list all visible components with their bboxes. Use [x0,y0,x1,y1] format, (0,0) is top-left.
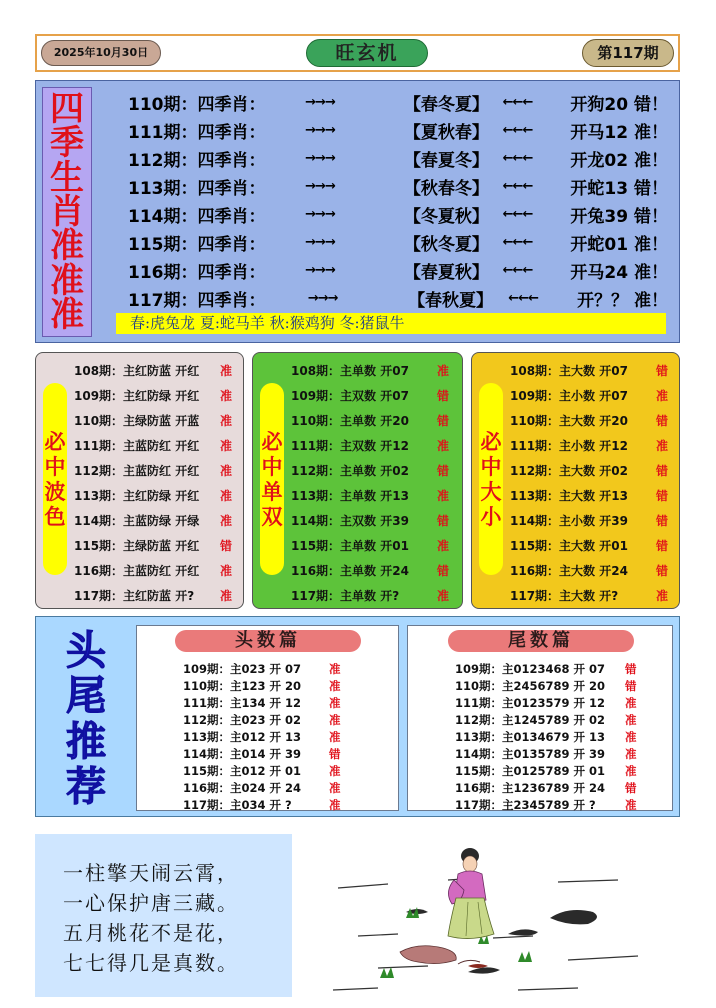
prediction-text: 114期：主小数 开39 [510,514,628,528]
season-row [128,88,668,116]
prediction-text: 113期：主0134679 开 13 [455,729,606,744]
wave-color-title [43,383,67,575]
title-char: 小 [480,504,502,530]
title-char: 生 [50,157,84,198]
season-pick: 【春夏秋】 [403,262,489,283]
prediction-row [510,358,668,383]
prediction-result: 准 [220,589,233,603]
prediction-text: 114期：主双数 开39 [291,514,409,528]
title-char: 单 [261,479,283,504]
season-result: 开马12 准！ [570,122,668,143]
poem-line: 一柱擎天闹云霄， [63,861,239,885]
prediction-result: 错 [625,661,637,676]
prediction-row [291,558,449,583]
prediction-text: 117期：主红防蓝 开? [74,589,195,603]
prediction-row [74,383,232,408]
season-pick: 【夏秋春】 [403,122,489,143]
prediction-text: 112期：主1245789 开 02 [455,712,606,727]
prediction-row [183,728,341,745]
prediction-row [510,408,668,433]
prediction-row [291,383,449,408]
odd-even-list [291,358,449,608]
prediction-row [183,762,341,779]
prediction-text: 117期：主034 开 ? [183,797,292,812]
arrow-in: →→→ [307,290,338,306]
prediction-text: 114期：主0135789 开 39 [455,746,606,761]
prediction-row [183,694,341,711]
prediction-row [455,779,637,796]
title-char: 必 [480,428,502,454]
prediction-row [183,660,341,677]
wave-color-list [74,358,232,608]
prediction-text: 115期：主0125789 开 01 [455,763,606,778]
season-period: 115期：四季肖： [128,234,266,255]
prediction-row [183,677,341,694]
arrow-in: →→→ [305,206,335,222]
prediction-result: 错 [437,564,450,578]
prediction-row [455,677,637,694]
prediction-row [455,796,637,813]
season-pick: 【秋春冬】 [403,178,489,199]
arrow-out: ←←← [502,94,533,110]
title-char: 大 [480,479,502,504]
prediction-result: 错 [437,389,450,403]
prediction-text: 111期：主小数 开12 [510,439,628,453]
arrow-in: →→→ [305,122,335,138]
prediction-result: 准 [329,695,341,710]
prediction-text: 111期：主双数 开12 [291,439,409,453]
poem-line: 一心保护唐三藏。 [63,891,239,915]
prediction-result: 错 [656,364,669,378]
title-char: 四 [50,89,84,130]
four-season-panel [35,80,680,343]
prediction-result: 准 [220,364,233,378]
arrow-in: →→→ [305,178,335,194]
prediction-row [510,508,668,533]
prediction-result: 错 [220,539,233,553]
season-result: 开？？ 准！ [577,290,668,311]
prediction-text: 117期：主大数 开? [510,589,619,603]
arrow-in: →→→ [305,150,335,166]
prediction-row [291,483,449,508]
prediction-row [510,458,668,483]
season-row [128,172,668,200]
prediction-result: 准 [625,695,637,710]
prediction-row [291,508,449,533]
prediction-result: 错 [656,464,669,478]
wave-color-panel [35,352,244,609]
prediction-row [510,558,668,583]
arrow-out: ←←← [502,262,533,278]
prediction-text: 116期：主024 开 24 [183,780,302,795]
prediction-text: 117期：主单数 开? [291,589,400,603]
prediction-row [183,711,341,728]
season-period: 116期：四季肖： [128,262,266,283]
prediction-text: 109期：主023 开 07 [183,661,302,676]
prediction-result: 错 [656,414,669,428]
prediction-result: 准 [329,797,341,812]
season-row [128,144,668,172]
title-char: 肖 [50,191,84,232]
prediction-text: 108期：主单数 开07 [291,364,409,378]
prediction-result: 错 [656,539,669,553]
title-char: 荐 [66,762,106,810]
big-small-title [479,383,503,575]
four-season-list [128,88,668,312]
season-result: 开蛇13 错！ [570,178,668,199]
season-row [128,200,668,228]
prediction-text: 112期：主023 开 02 [183,712,302,727]
title-char: 必 [44,428,66,454]
head-tail-title [48,627,124,810]
prediction-result: 准 [625,729,637,744]
prediction-row [291,358,449,383]
arrow-out: ←←← [508,290,538,306]
prediction-result: 准 [625,797,637,812]
prediction-row [510,483,668,508]
prediction-text: 109期：主小数 开07 [510,389,628,403]
title-char: 准 [50,294,84,335]
prediction-row [183,745,341,762]
prediction-text: 115期：主绿防蓝 开红 [74,539,200,553]
prediction-text: 115期：主单数 开01 [291,539,409,553]
prediction-result: 错 [437,514,450,528]
head-number-label: 头数篇 [175,630,361,652]
prediction-result: 错 [625,678,637,693]
prediction-result: 准 [437,489,450,503]
odd-even-title [260,383,284,575]
title-char: 必 [261,428,283,454]
poem-line: 五月桃花不是花， [63,921,239,945]
prediction-row [455,745,637,762]
prediction-result: 准 [656,439,669,453]
prediction-row [74,583,232,608]
title-char: 尾 [66,672,106,720]
tail-number-list [455,660,637,813]
prediction-result: 准 [220,564,233,578]
season-pick: 【春秋夏】 [408,290,494,311]
tail-number-label: 尾数篇 [448,630,634,652]
prediction-text: 113期：主红防绿 开红 [74,489,200,503]
prediction-text: 108期：主红防蓝 开红 [74,364,200,378]
prediction-text: 113期：主大数 开13 [510,489,628,503]
prediction-row [74,458,232,483]
header-bar [35,34,680,72]
season-row [128,284,668,312]
season-result: 开马24 准！ [570,262,668,283]
issue-badge: 第117期 [582,39,674,67]
page-title: 旺玄机 [306,39,428,67]
prediction-result: 准 [220,464,233,478]
prediction-result: 准 [437,539,450,553]
prediction-row [74,558,232,583]
arrow-out: ←←← [502,206,533,222]
prediction-text: 109期：主0123468 开 07 [455,661,606,676]
prediction-result: 错 [437,464,450,478]
title-char: 准 [50,226,84,267]
prediction-row [455,660,637,677]
prediction-result: 准 [329,729,341,744]
prediction-result: 准 [220,439,233,453]
prediction-text: 110期：主绿防蓝 开蓝 [74,414,200,428]
title-char: 中 [44,453,66,479]
woman-in-landscape-illustration [318,840,663,1000]
arrow-out: ←←← [502,150,533,166]
prediction-result: 错 [656,489,669,503]
season-result: 开龙02 准！ [570,150,668,171]
odd-even-panel [252,352,463,609]
prediction-result: 错 [656,514,669,528]
prediction-result: 准 [220,514,233,528]
prediction-row [510,583,668,608]
title-char: 双 [261,504,283,530]
prediction-row [74,483,232,508]
prediction-result: 准 [329,661,341,676]
poem-panel [35,834,292,997]
arrow-out: ←←← [502,234,533,250]
prediction-row [74,508,232,533]
prediction-text: 116期：主1236789 开 24 [455,780,606,795]
prediction-row [510,383,668,408]
prediction-text: 110期：主大数 开20 [510,414,628,428]
arrow-in: →→→ [305,262,335,278]
prediction-row [291,583,449,608]
prediction-row [291,458,449,483]
prediction-result: 准 [220,489,233,503]
prediction-result: 准 [656,589,669,603]
season-period: 114期：四季肖： [128,206,266,227]
prediction-text: 110期：主2456789 开 20 [455,678,606,693]
prediction-result: 准 [329,763,341,778]
prediction-result: 准 [329,780,341,795]
title-char: 准 [50,260,84,301]
season-period: 117期：四季肖： [128,290,266,311]
prediction-text: 116期：主蓝防红 开红 [74,564,200,578]
prediction-row [74,433,232,458]
prediction-result: 准 [437,589,450,603]
prediction-result: 准 [220,389,233,403]
season-result: 开兔39 错！ [570,206,668,227]
prediction-text: 110期：主123 开 20 [183,678,302,693]
prediction-row [455,711,637,728]
four-season-title [42,87,92,337]
prediction-row [183,796,341,813]
arrow-in: →→→ [305,234,335,250]
poem-line: 七七得几是真数。 [63,951,239,975]
title-char: 推 [66,717,106,765]
prediction-row [455,728,637,745]
head-tail-panel [35,616,680,817]
prediction-text: 111期：主0123579 开 12 [455,695,606,710]
prediction-row [455,762,637,779]
season-result: 开狗20 错！ [570,94,668,115]
prediction-row [455,694,637,711]
season-pick: 【秋冬夏】 [403,234,489,255]
season-row [128,256,668,284]
season-period: 111期：四季肖： [128,122,266,143]
prediction-text: 111期：主蓝防红 开红 [74,439,200,453]
big-small-list [510,358,668,608]
arrow-out: ←←← [502,122,533,138]
prediction-text: 115期：主大数 开01 [510,539,628,553]
prediction-result: 错 [329,746,341,761]
date-badge: 2025年10月30日 [41,40,161,66]
season-period: 110期：四季肖： [128,94,266,115]
season-period: 113期：四季肖： [128,178,266,199]
prediction-text: 117期：主2345789 开 ? [455,797,596,812]
title-char: 色 [44,504,66,530]
arrow-in: →→→ [305,94,335,110]
prediction-row [74,408,232,433]
prediction-text: 113期：主单数 开13 [291,489,409,503]
prediction-text: 113期：主012 开 13 [183,729,302,744]
season-row [128,228,668,256]
season-row [128,116,668,144]
prediction-text: 112期：主蓝防红 开红 [74,464,200,478]
prediction-text: 116期：主单数 开24 [291,564,409,578]
prediction-text: 112期：主大数 开02 [510,464,628,478]
title-char: 季 [50,123,84,164]
prediction-result: 错 [437,414,450,428]
prediction-text: 115期：主012 开 01 [183,763,302,778]
prediction-text: 109期：主红防绿 开红 [74,389,200,403]
prediction-text: 108期：主大数 开07 [510,364,628,378]
big-small-panel [471,352,680,609]
season-period: 112期：四季肖： [128,150,266,171]
season-result: 开蛇01 准！ [570,234,668,255]
prediction-row [510,433,668,458]
title-char: 中 [480,453,502,479]
prediction-result: 准 [656,389,669,403]
head-number-box [136,625,399,811]
prediction-text: 111期：主134 开 12 [183,695,302,710]
prediction-result: 准 [437,439,450,453]
prediction-result: 准 [220,414,233,428]
prediction-result: 准 [329,712,341,727]
prediction-row [74,533,232,558]
prediction-result: 准 [437,364,450,378]
prediction-row [183,779,341,796]
prediction-text: 114期：主蓝防绿 开绿 [74,514,200,528]
prediction-text: 116期：主大数 开24 [510,564,628,578]
season-pick: 【春冬夏】 [403,94,489,115]
tail-number-box [407,625,673,811]
prediction-row [291,533,449,558]
prediction-result: 错 [625,780,637,795]
prediction-text: 112期：主单数 开02 [291,464,409,478]
prediction-row [291,408,449,433]
season-pick: 【春夏冬】 [403,150,489,171]
title-char: 头 [66,627,106,674]
zodiac-legend: 春:虎兔龙 夏:蛇马羊 秋:猴鸡狗 冬:猪鼠牛 [116,313,666,334]
season-pick: 【冬夏秋】 [403,206,489,227]
prediction-text: 114期：主014 开 39 [183,746,302,761]
prediction-result: 准 [329,678,341,693]
prediction-row [74,358,232,383]
head-number-list [183,660,341,813]
prediction-row [510,533,668,558]
prediction-result: 准 [625,763,637,778]
prediction-result: 准 [625,712,637,727]
prediction-row [291,433,449,458]
title-char: 波 [44,479,66,504]
prediction-result: 错 [656,564,669,578]
arrow-out: ←←← [502,178,533,194]
prediction-result: 准 [625,746,637,761]
title-char: 中 [261,453,283,479]
prediction-text: 109期：主双数 开07 [291,389,409,403]
prediction-text: 110期：主单数 开20 [291,414,409,428]
